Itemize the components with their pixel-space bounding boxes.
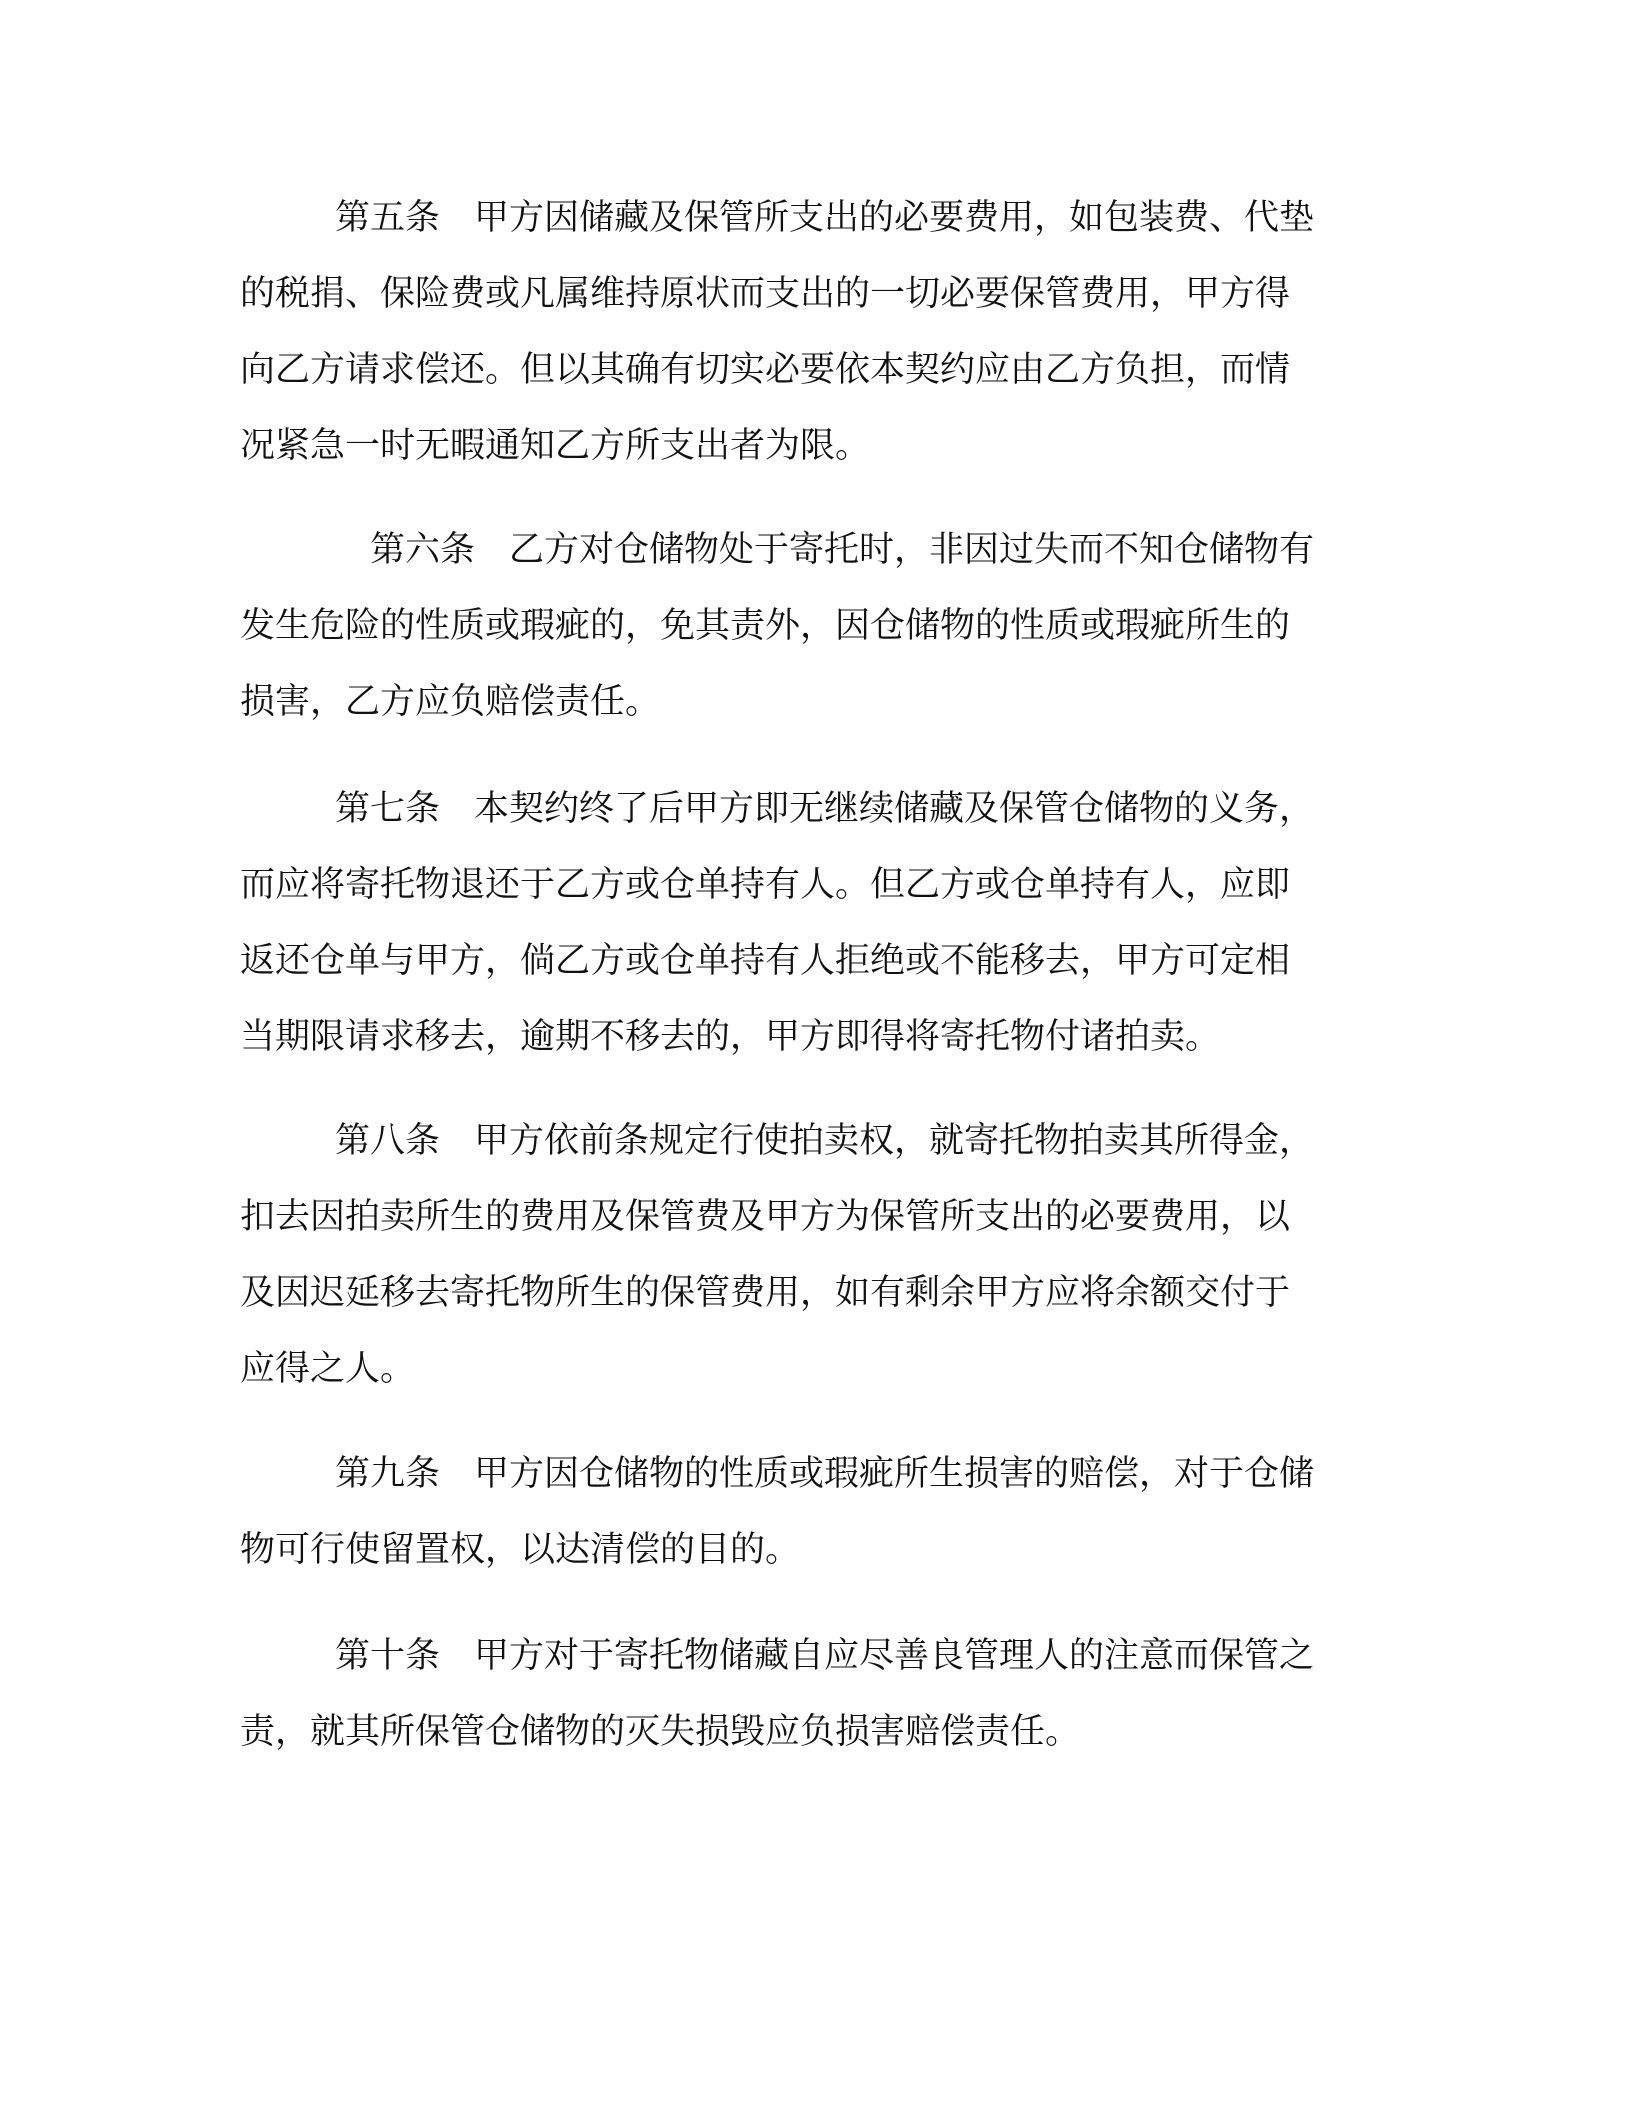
clause-label: 第八条 [335, 1121, 441, 1161]
clause-7 [240, 771, 1380, 1075]
clause-first-line [240, 771, 1380, 847]
clause-label: 第六条 [370, 530, 476, 570]
clause-line: 而应将寄托物退还于乙方或仓单持有人。但乙方或仓单持有人，应即 [240, 865, 1291, 905]
clause-line: 况紧急一时无暇通知乙方所支出者为限。 [240, 426, 871, 466]
clause-line: 责，就其所保管仓储物的灭失损毁应负损害赔偿责任。 [240, 1712, 1081, 1752]
clause-line: 物可行使留置权，以达清偿的目的。 [240, 1530, 801, 1570]
clause-line: 返还仓单与甲方，倘乙方或仓单持有人拒绝或不能移去，甲方可定相 [240, 941, 1291, 981]
clause-line: 及因迟延移去寄托物所生的保管费用，如有剩余甲方应将余额交付于 [240, 1273, 1291, 1313]
clause-label: 第九条 [335, 1454, 441, 1494]
clause-6 [240, 512, 1380, 740]
clause-text: 甲方因储藏及保管所支出的必要费用，如包装费、代垫 [474, 198, 1315, 238]
clause-first-line [240, 1103, 1380, 1179]
clause-text: 甲方因仓储物的性质或瑕疵所生损害的赔偿，对于仓储 [474, 1454, 1315, 1494]
clause-8 [240, 1103, 1380, 1407]
clause-label: 第七条 [335, 789, 441, 829]
clause-line: 应得之人。 [240, 1349, 416, 1389]
clause-label: 第十条 [335, 1636, 441, 1676]
clause-9 [240, 1436, 1380, 1588]
clause-5 [240, 180, 1380, 484]
clause-line: 发生危险的性质或瑕疵的，免其责外，因仓储物的性质或瑕疵所生的 [240, 606, 1291, 646]
clause-text: 甲方依前条规定行使拍卖权，就寄托物拍卖其所得金， [474, 1121, 1315, 1161]
clause-text: 本契约终了后甲方即无继续储藏及保管仓储物的义务， [474, 789, 1315, 829]
clause-label: 第五条 [335, 198, 441, 238]
clause-text: 乙方对仓储物处于寄托时，非因过失而不知仓储物有 [509, 530, 1315, 570]
clause-text: 甲方对于寄托物储藏自应尽善良管理人的注意而保管之 [474, 1636, 1315, 1676]
clause-first-line [240, 1436, 1380, 1512]
clause-line: 当期限请求移去，逾期不移去的，甲方即得将寄托物付诸拍卖。 [240, 1017, 1221, 1057]
clause-line: 扣去因拍卖所生的费用及保管费及甲方为保管所支出的必要费用，以 [240, 1197, 1291, 1237]
clause-line: 向乙方请求偿还。但以其确有切实必要依本契约应由乙方负担，而情 [240, 350, 1291, 390]
clause-10 [240, 1618, 1380, 1770]
clause-line: 的税捐、保险费或凡属维持原状而支出的一切必要保管费用，甲方得 [240, 274, 1291, 314]
clause-first-line [240, 1618, 1380, 1694]
clause-first-line [240, 512, 1380, 588]
clause-first-line [240, 180, 1380, 256]
clause-line: 损害，乙方应负赔偿责任。 [240, 682, 661, 722]
